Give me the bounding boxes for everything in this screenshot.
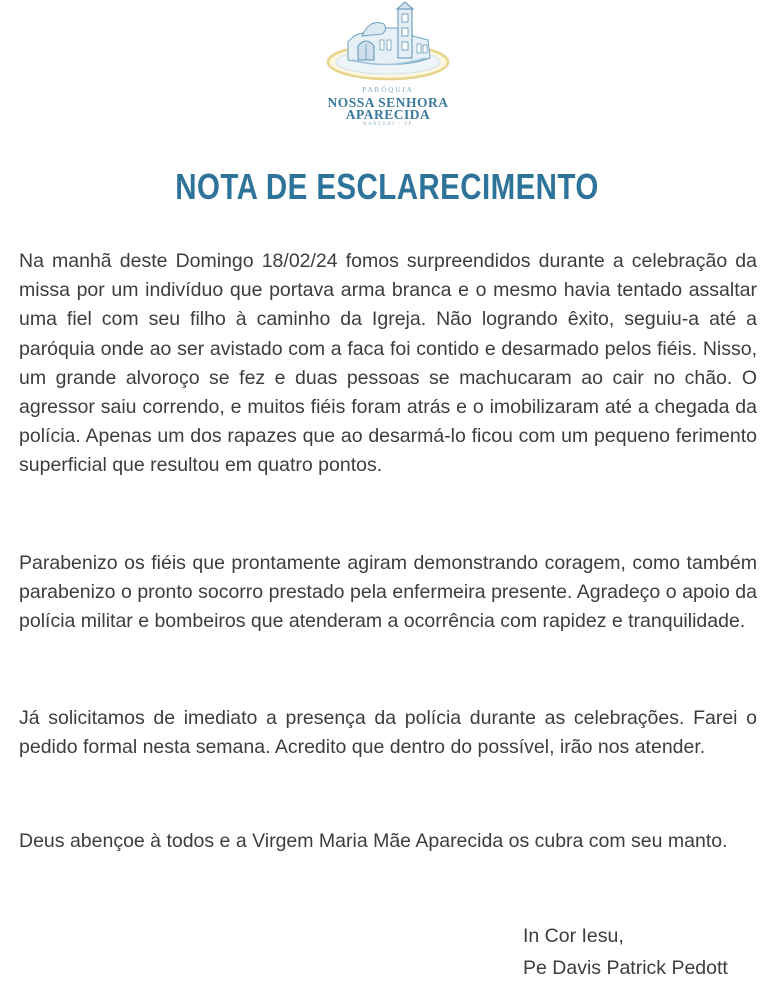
document-title: NOTA DE ESCLARECIMENTO	[175, 166, 599, 207]
church-building-icon	[318, 0, 458, 86]
closing-salutation: In Cor Iesu,	[523, 925, 624, 947]
logo-subtitle-parish: PARÓQUIA	[362, 86, 414, 94]
paragraph-thanks: Parabenizo os fiéis que prontamente agiram demonstrando coragem, como também parabenizo o pronto socorro prestado pela enfermeira presente. Agradeço o apoio da polícia militar e bombeiros que atenderam a ocorrência com rapidez e tranquilidade.	[19, 552, 757, 633]
paragraph-incident: Na manhã deste Domingo 18/02/24 fomos surpreendidos durante a celebração da missa por um indivíduo que portava arma branca e o mesmo havia tentado assaltar uma fiel com seu filho à caminho da Igreja. Não logrando êxito, seguiu-a até a paróquia onde ao ser avistado com a faca foi contido e desarmado pelos fiéis. Nisso, um grande alvoroço se fez e duas pessoas se machucaram ao cair no chão. O agressor saiu correndo, e muitos fiéis foram atrás e o imobilizaram até a chegada da polícia. Apenas um dos rapazes que ao desarmá-lo ficou com um pequeno ferimento superficial que resultou em quatro pontos.	[19, 250, 757, 477]
paragraph-blessing: Deus abençoe à todos e a Virgem Maria Mãe Aparecida os cubra com seu manto.	[19, 830, 728, 852]
logo-name-line2: APARECIDA	[345, 107, 431, 122]
logo-name-line1: NOSSA SENHORA	[327, 95, 449, 110]
paragraph-police-request: Já solicitamos de imediato a presença da polícia durante as celebrações. Farei o pedido formal nesta semana. Acredito que dentro do possível, irão nos atender.	[19, 707, 757, 759]
signature: Pe Davis Patrick Pedott	[523, 957, 728, 979]
parish-logo	[318, 0, 458, 130]
logo-subtitle-location: BARUERI - SP	[363, 122, 413, 127]
